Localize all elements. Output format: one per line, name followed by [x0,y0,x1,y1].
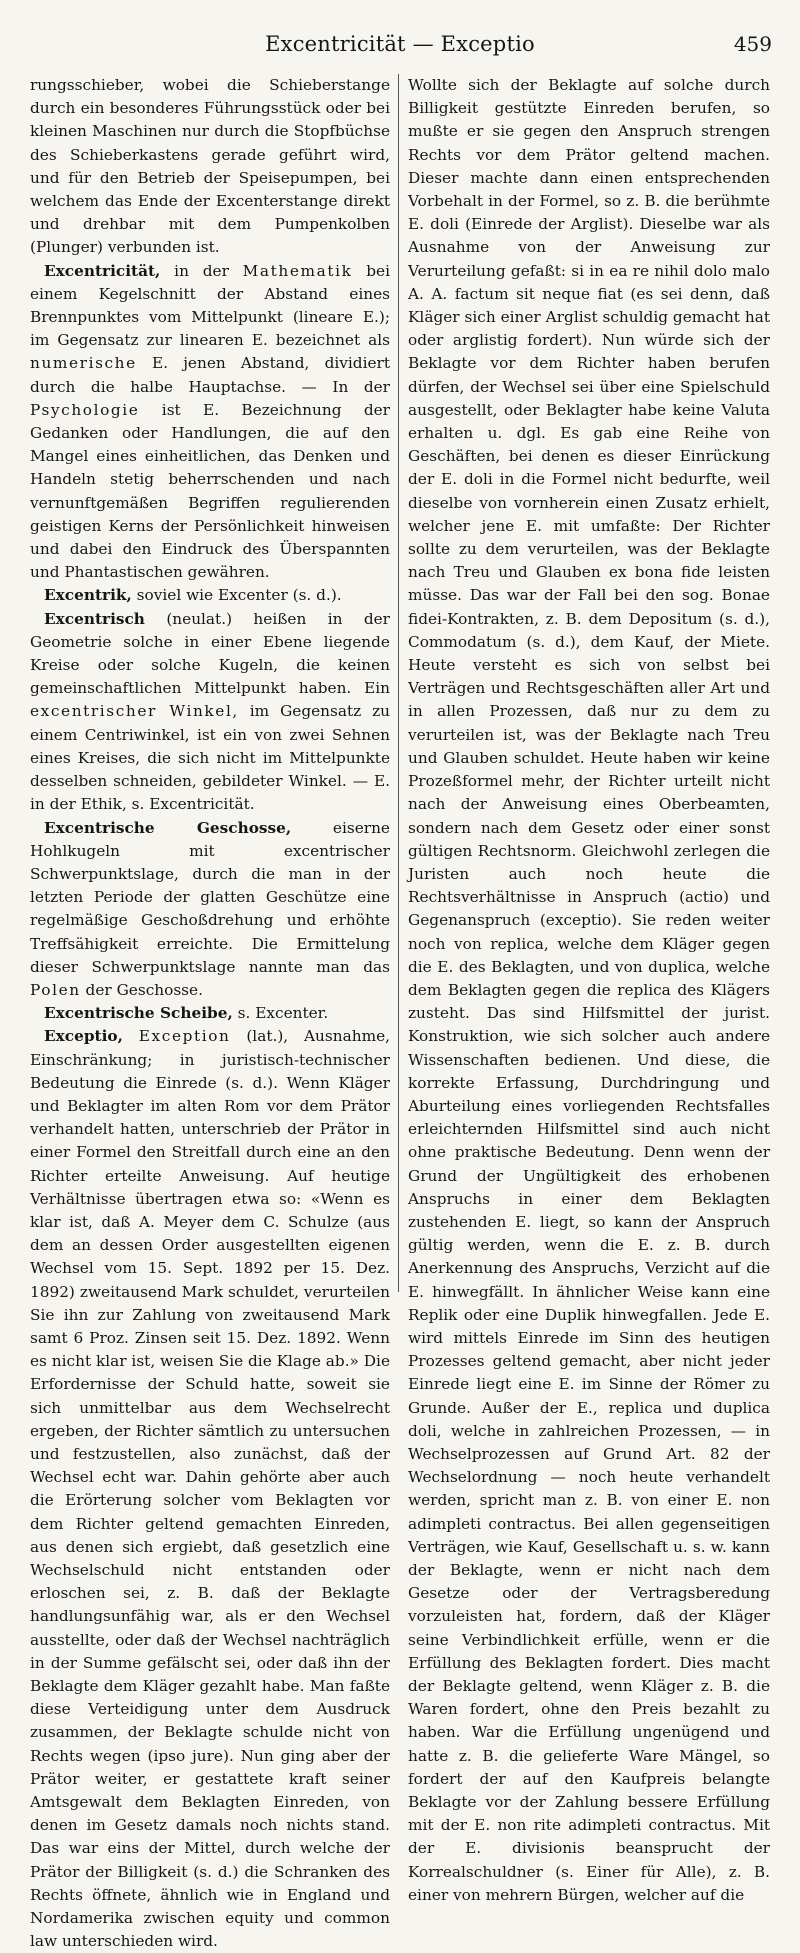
headword: Excentrische Scheibe, [44,1004,233,1023]
continued-paragraph: Wollte sich der Beklagte auf solche durch Billigkeit gestützte Einreden berufen, so mußte er sie gegen den Anspruch strengen Rechts vor dem Prätor geltend machen. Dieser machte dann einen entsprechenden Vorbehalt in der Formel, so z. B. die berühmte E. doli (Einrede der Arglist). Dieselbe war als Ausnahme von der Anweisung zur Verurteilung gefaßt: si in ea re nihil dolo malo A. A. factum sit neque fiat (es sei denn, daß Kläger sich einer Arglist schuldig gemacht hat oder arglistig fordert). Nun würde sich der Beklagte vor dem Richter haben berufen dürfen, der Wechsel sei über eine Spielschuld ausgestellt, oder Beklagter habe keine Valuta erhalten u. dgl. Es gab eine Reihe von Geschäften, bei denen es dieser Einrückung der E. doli in die Formel nicht bedurfte, weil dieselbe von vornherein einen Zusatz erhielt, welcher jene E. mit umfaßte: Der Richter sollte zu dem verurteilen, was der Beklagte nach Treu und Glauben ex bona fide leisten müsse. Das war der Fall bei den sog. Bonae fidei-Kontrakten, z. B. dem Depositum (s. d.), Commodatum (s. d.), dem Kauf, der Miete. Heute versteht es sich von selbst bei Verträgen und Rechtsgeschäften aller Art und in allen Prozessen, daß nur zu dem zu verurteilen ist, was der Beklagte nach Treu und Glauben schuldet. Heute haben wir keine Prozeßformel mehr, der Richter urteilt nicht nach der Anweisung eines Oberbeamten, sondern nach dem Gesetz oder einer sonst gültigen Rechtsnorm. Gleichwohl zerlegen die Juristen auch noch heute die Rechtsverhältnisse in Anspruch (actio) und Gegenanspruch (exceptio). Sie reden weiter noch von replica, welche dem Kläger gegen die E. des Beklagten, und von duplica, welche dem Beklagten gegen die replica des Klägers zusteht. Das sind Hilfsmittel der jurist. Konstruktion, wie sich solcher auch andere Wissenschaften bedienen. Und diese, die korrekte Erfassung, Durchdringung und Aburteilung eines vorliegenden Rechtsfalles erleichternden Hilfsmittel sind auch nicht ohne praktische Bedeutung. Denn wenn der Grund der Ungültigkeit des erhobenen Anspruchs in einer dem Beklagten zustehenden E. liegt, so kann der Anspruch gültig werden, wenn die E. z. B. durch Anerkennung des Anspruchs, Verzicht auf die E. hinwegfällt. In ähnlicher Weise kann eine Replik oder eine Duplik hinwegfallen. Jede E. wird mittels Einrede im Sinn des heutigen Prozesses geltend gemacht, aber nicht jeder Einrede liegt eine E. im Sinne der Römer zu Grunde. Außer der E., replica und duplica doli, welche in zahlreichen Prozessen, — in Wechselprozessen auf Grund Art. 82 der Wechselordnung — noch heute verhandelt werden, spricht man z. B. von einer E. non adimpleti contractus. Bei allen gegenseitigen Verträgen, wie Kauf, Gesellschaft u. s. w. kann der Beklagte, wenn er nicht nach dem Gesetze oder der Vertragsberedung vorzuleisten hat, fordern, daß der Kläger seine Verbindlichkeit erfülle, wenn er die Erfüllung des Beklagten fordert. Dies macht der Beklagte geltend, wenn Kläger z. B. die Waren fordert, ohne den Preis bezahlt zu haben. War die Erfüllung ungenügend und hatte z. B. die gelieferte Ware Mängel, so fordert der auf den Kaufpreis belangte Beklagte vor der Zahlung bessere Erfüllung mit der E. non rite adimpleti contractus. Mit der E. divisionis beansprucht der Korrealschuldner (s. Einer für Alle), z. B. einer von mehrern Bürgen, welcher auf die [408,76,770,1904]
spaced-term: Mathematik [242,261,353,280]
entry-exceptio [30,1025,390,1953]
entry-text: eiserne Hohlkugeln mit excentrischer Schwerpunktslage, durch die man in der letzten Periode der glatten Geschütze eine regelmäßige Geschoßdrehung und erhöhte Treffsähigkeit erreichte. Die Ermittelung dieser Schwerpunktslage nannte man das [30,818,390,976]
entry-text: bei einem Kegelschnitt der Abstand eines Brennpunktes vom Mittelpunkt (lineare E.); im Gegensatz zur linearen E. bezeichnet als [30,261,390,350]
headword: Excentrische Geschosse, [44,818,292,837]
spaced-term: Polen [30,980,81,999]
spaced-term: Exception [138,1027,231,1046]
entry-text [123,1027,139,1045]
entry-excentrische-geschosse [30,817,390,1003]
entry-text: im Gegensatz zu einem Centriwinkel, ist ein von zwei Sehnen eines Kreises, die sich nicht im Mittelpunkte desselben schneiden, gebildeter Winkel. — E. in der Ethik, s. Excentricität. [30,702,391,814]
page-number: 459 [733,32,772,56]
headword: Exceptio, [44,1027,123,1046]
entry-text: in der [160,261,243,280]
spaced-term: numerische [30,354,137,373]
entry-text: s. Excenter. [232,1004,329,1023]
running-title: Excentricität — Exceptio [265,32,535,56]
continued-paragraph: rungsschieber, wobei die Schieberstange durch ein besonderes Führungsstück oder bei kleinen Maschinen nur durch die Stopfbüchse des Schieberkastens gerade geführt wird, und für den Betrieb der Speisepumpen, bei welchem das Ende der Excenterstange direkt und drehbar mit dem Pumpenkolben (Plunger) verbunden ist. [30,76,390,257]
page-header [28,26,772,62]
entry-excentrisch [30,608,390,817]
entry-text: (lat.), Ausnahme, Einschränkung; in juristisch-technischer Bedeutung die Einrede (s. d.). Wenn Kläger und Beklagter im alten Rom vor dem Prätor verhandelt hatten, unterschrieb der Prätor in einer Formel den Streitfall durch eine an den Richter erteilte Anweisung. Auf heutige Verhältnisse übertragen etwa so: «Wenn es klar ist, daß A. Meyer dem C. Schulze (aus dem an dessen Order ausgestellten eigenen Wechsel vom 15. Sept. 1892 per 15. Dez. 1892) zweitausend Mark schuldet, verurteilen Sie ihn zur Zahlung von zweitausend Mark samt 6 Proz. Zinsen seit 15. Dez. 1892. Wenn es nicht klar ist, weisen Sie die Klage ab.» Die Erfordernisse der Schuld hatte, soweit sie sich unmittelbar aus dem Wechselrecht ergeben, der Richter sämtlich zu untersuchen und festzustellen, also zunächst, daß der Wechsel echt war. Dahin gehörte aber auch die Erörterung solcher vom Beklagten vor dem Richter geltend gemachten Einreden, aus denen sich ergiebt, daß gesetzlich eine Wechselschuld nicht entstanden oder erloschen sei, z. B. daß der Beklagte handlungsunfähig war, als er den Wechsel ausstellte, oder daß der Wechsel nachträglich in der Summe gefälscht sei, oder daß ihn der Beklagte dem Kläger gezahlt habe. Man faßte diese Verteidigung unter dem Ausdruck zusammen, der Beklagte schulde nicht von Rechts wegen (ipso jure). Nun ging aber der Prätor weiter, er gestattete kraft seiner Amtsgewalt dem Beklagten Einreden, von denen im Gesetz damals noch nichts stand. Das war eins der Mittel, durch welche der Prätor der Billigkeit (s. d.) die Schranken des Rechts öffnete, ähnlich wie in England und Nordamerika zwischen equity und common law unterschieden wird. [30,1027,390,1951]
spaced-term: excentrischer Winkel, [30,702,239,721]
headword: Excentrik, [44,586,132,605]
right-column [408,74,770,1904]
entry-excentrische-scheibe [30,1002,390,1025]
left-column [30,74,391,1951]
entry-text: soviel wie Excenter (s. d.). [131,586,342,605]
headword: Excentricität, [44,261,161,280]
entry-text: der Geschosse. [80,980,203,999]
entry-text: E. jenen Abstand, dividiert durch die halbe Hauptachse. — In der [30,354,390,396]
headword: Excentrisch [44,609,145,628]
entry-text: ist E. Bezeichnung der Gedanken oder Handlungen, die auf den Mangel eines einheitlichen, das Denken und Handeln stetig beherrschenden und nach vernunftgemäßen Begriffen regulierenden geistigen Kerns der Persönlichkeit hinweisen und dabei den Eindruck des Überspannten und Phantastischen gewähren. [30,400,390,582]
spaced-term: Psychologie [30,400,140,419]
entry-text: (neulat.) heißen in der Geometrie solche in einer Ebene liegende Kreise oder solche Kugeln, die keinen gemeinschaftlichen Mittelpunkt haben. Ein [30,609,390,698]
entry-excentrik [30,584,390,607]
column-divider [398,74,399,1292]
entry-excentricitaet [30,260,390,585]
